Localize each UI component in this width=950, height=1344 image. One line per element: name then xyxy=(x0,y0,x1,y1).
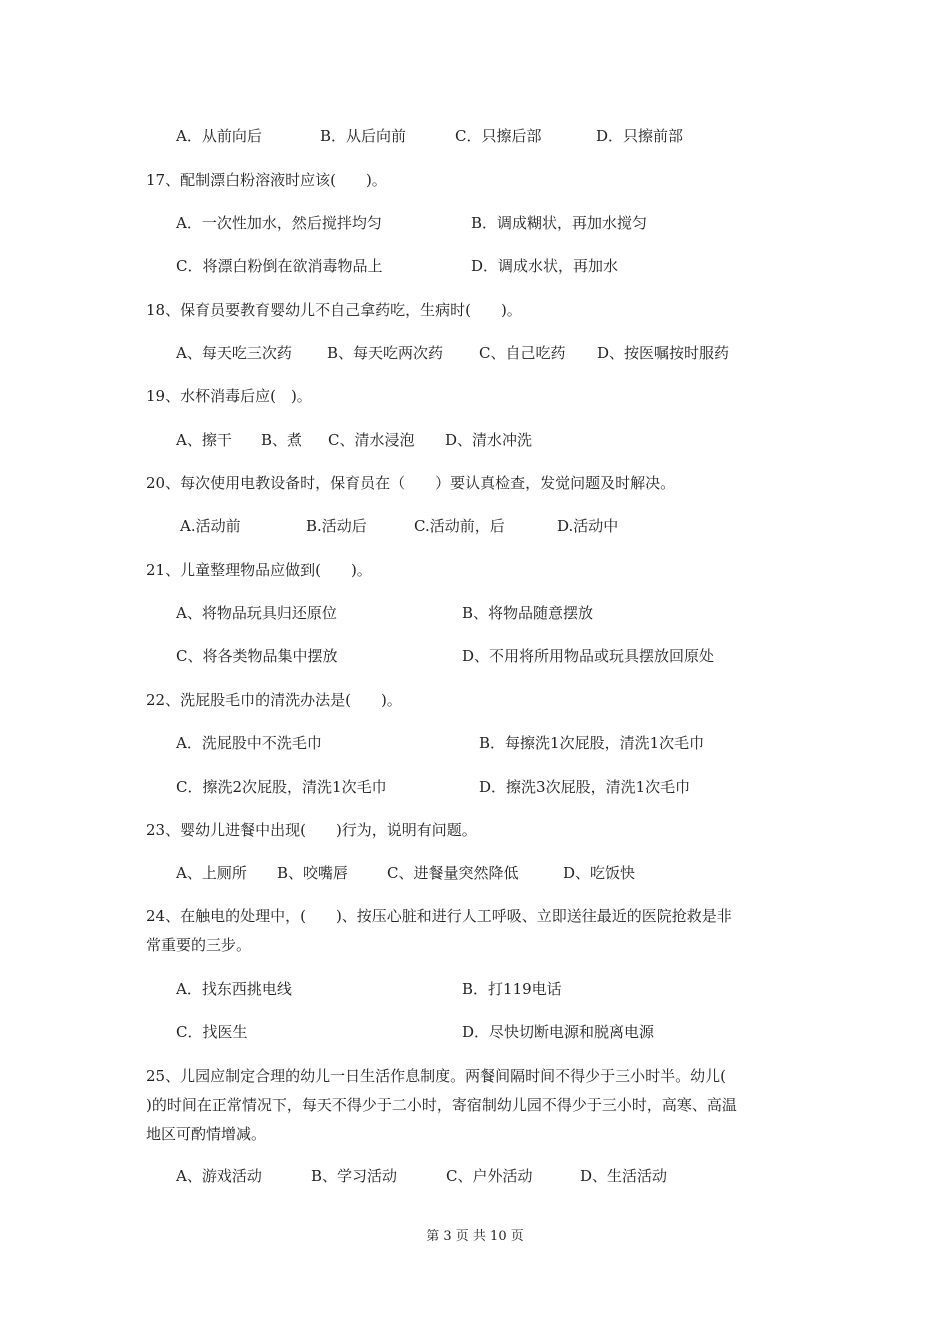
q24-option-b: B．打119电话 xyxy=(462,980,562,998)
q19-option-b: B、煮 xyxy=(261,431,303,449)
q25-option-c: C、户外活动 xyxy=(446,1167,533,1185)
q23-option-c: C、进餐量突然降低 xyxy=(387,864,519,882)
q22-stem: 22、洗屁股毛巾的清洗办法是( )。 xyxy=(146,691,402,709)
q16-option-a: A．从前向后 xyxy=(176,127,262,145)
q25-option-b: B、学习活动 xyxy=(311,1167,398,1185)
q25-option-d: D、生活活动 xyxy=(580,1167,668,1185)
q22-option-b: B．每擦洗1次屁股，清洗1次毛巾 xyxy=(479,734,705,752)
q25-stem-line-2: )的时间在正常情况下，每天不得少于二小时，寄宿制幼儿园不得少于三小时，高寒、高温 xyxy=(146,1096,737,1114)
q16-option-c: C．只擦后部 xyxy=(455,127,542,145)
q16-option-b: B．从后向前 xyxy=(320,127,407,145)
q24-stem-line-1: 24、在触电的处理中，( )、按压心脏和进行人工呼吸、立即送往最近的医院抢救是非 xyxy=(146,907,732,925)
q20-stem: 20、每次使用电教设备时，保育员在（ ）要认真检查，发觉问题及时解决。 xyxy=(146,474,676,492)
q18-option-d: D、按医嘱按时服药 xyxy=(597,344,730,362)
q22-option-d: D．擦洗3次屁股，清洗1次毛巾 xyxy=(479,778,691,796)
q18-option-b: B、每天吃两次药 xyxy=(327,344,444,362)
q20-option-c: C.活动前，后 xyxy=(414,517,505,535)
q18-option-c: C、自己吃药 xyxy=(479,344,566,362)
q20-option-a: A.活动前 xyxy=(180,517,241,535)
q17-option-a: A．一次性加水，然后搅拌均匀 xyxy=(176,214,382,232)
q24-option-d: D．尽快切断电源和脱离电源 xyxy=(462,1023,655,1041)
q22-option-c: C．擦洗2次屁股，清洗1次毛巾 xyxy=(176,778,387,796)
q24-stem-line-2: 常重要的三步。 xyxy=(146,936,252,954)
q21-option-b: B、将物品随意摆放 xyxy=(462,604,594,622)
q24-option-c: C．找医生 xyxy=(176,1023,248,1041)
q20-option-d: D.活动中 xyxy=(557,517,619,535)
q18-stem: 18、保育员要教育婴幼儿不自己拿药吃，生病时( )。 xyxy=(146,301,522,319)
q23-option-b: B、咬嘴唇 xyxy=(277,864,349,882)
q17-option-b: B．调成糊状，再加水搅匀 xyxy=(471,214,648,232)
q19-option-d: D、清水冲洗 xyxy=(445,431,533,449)
q19-stem: 19、水杯消毒后应( )。 xyxy=(146,387,312,405)
q16-option-d: D．只擦前部 xyxy=(596,127,684,145)
q23-stem: 23、婴幼儿进餐中出现( )行为，说明有问题。 xyxy=(146,821,477,839)
q21-option-d: D、不用将所用物品或玩具摆放回原处 xyxy=(462,647,715,665)
q24-option-a: A．找东西挑电线 xyxy=(176,980,292,998)
q25-stem-line-3: 地区可酌情增减。 xyxy=(146,1125,267,1143)
q21-stem: 21、儿童整理物品应做到( )。 xyxy=(146,561,372,579)
q19-option-c: C、清水浸泡 xyxy=(328,431,415,449)
q18-option-a: A、每天吃三次药 xyxy=(176,344,292,362)
q23-option-d: D、吃饭快 xyxy=(563,864,636,882)
q25-option-a: A、游戏活动 xyxy=(176,1167,262,1185)
q23-option-a: A、上厕所 xyxy=(176,864,247,882)
page-number-footer: 第 3 页 共 10 页 xyxy=(426,1229,524,1244)
q17-option-c: C．将漂白粉倒在欲消毒物品上 xyxy=(176,257,383,275)
q22-option-a: A．洗屁股中不洗毛巾 xyxy=(176,734,322,752)
q21-option-c: C、将各类物品集中摆放 xyxy=(176,647,338,665)
q17-stem: 17、配制漂白粉溶液时应该( )。 xyxy=(146,171,387,189)
q25-stem-line-1: 25、儿园应制定合理的幼儿一日生活作息制度。两餐间隔时间不得少于三小时半。幼儿( xyxy=(146,1067,726,1085)
q19-option-a: A、擦干 xyxy=(176,431,232,449)
q17-option-d: D．调成水状，再加水 xyxy=(471,257,619,275)
q20-option-b: B.活动后 xyxy=(306,517,367,535)
q21-option-a: A、将物品玩具归还原位 xyxy=(176,604,337,622)
